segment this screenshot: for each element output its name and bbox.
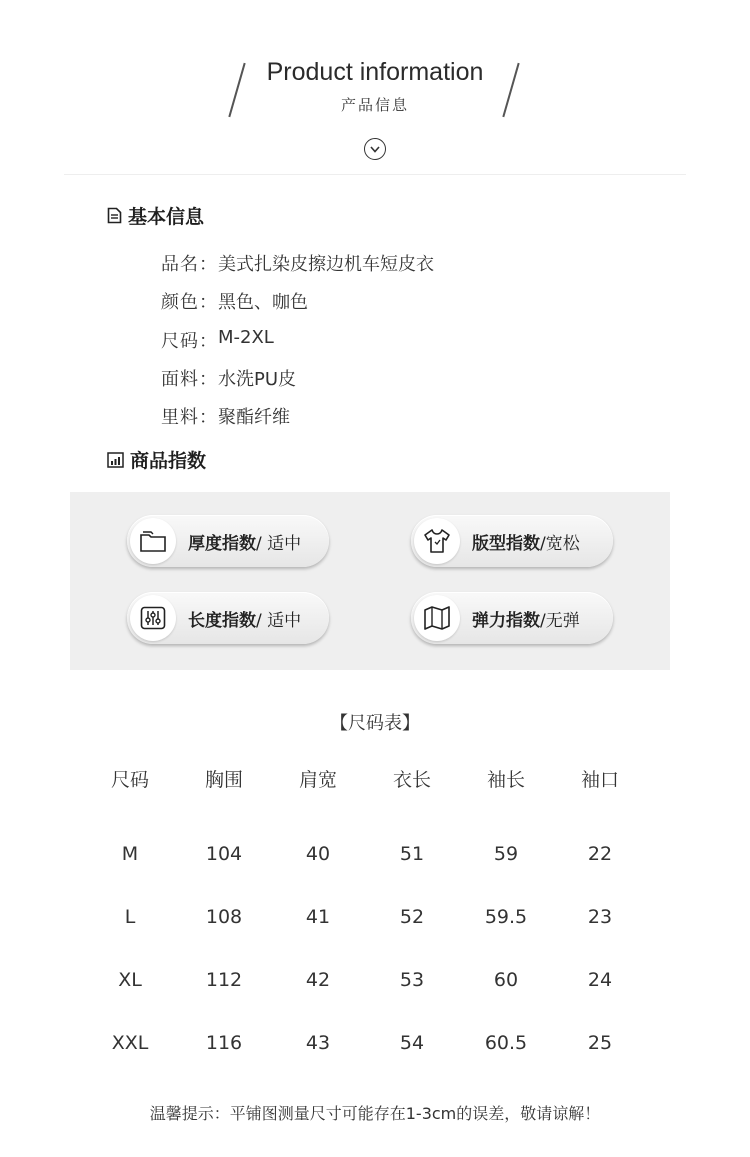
table-row	[83, 822, 647, 885]
info-value: 黑色、咖色	[218, 292, 308, 313]
table-cell: L	[124, 905, 136, 928]
table-cell: 108	[205, 905, 243, 928]
table-cell: 51	[399, 842, 425, 865]
title-chinese: 产品信息	[340, 96, 409, 114]
info-key: 品名：	[161, 254, 218, 275]
table-cell: 59.5	[484, 905, 528, 928]
table-cell: 52	[399, 905, 425, 928]
index-pill-thickness	[127, 515, 329, 567]
info-key: 里料：	[161, 407, 218, 428]
table-cell: 43	[305, 1031, 331, 1054]
map-fold-icon	[414, 595, 460, 641]
title-english: Product information	[266, 58, 484, 86]
column-header: 袖长	[486, 768, 525, 791]
shirt-icon	[414, 518, 460, 564]
document-icon	[107, 207, 122, 224]
table-cell: 59	[493, 842, 519, 865]
table-row	[83, 948, 647, 1011]
folder-icon	[130, 518, 176, 564]
table-cell: 116	[205, 1031, 243, 1054]
table-header-row	[83, 758, 647, 798]
bar-chart-icon	[107, 452, 124, 468]
table-cell: 42	[305, 968, 331, 991]
table-cell: 104	[205, 842, 243, 865]
index-heading	[107, 446, 206, 473]
index-text: 弹力指数/无弹	[472, 610, 580, 631]
index-panel	[70, 492, 670, 670]
index-text: 长度指数/ 适中	[188, 610, 302, 631]
table-cell: 23	[587, 905, 613, 928]
table-cell: XL	[118, 968, 142, 991]
index-pill-length	[127, 592, 329, 644]
index-pill-elasticity	[411, 592, 613, 644]
column-header: 袖口	[580, 768, 619, 791]
table-cell: 112	[205, 968, 243, 991]
info-row-color	[161, 288, 308, 314]
basic-info-heading	[107, 202, 204, 229]
column-header: 尺码	[110, 768, 149, 791]
info-key: 尺码：	[161, 331, 218, 352]
index-pill-fit	[411, 515, 613, 567]
index-text: 版型指数/宽松	[472, 533, 580, 554]
table-cell: 60	[493, 968, 519, 991]
info-value: 聚酯纤维	[218, 407, 290, 428]
header-divider	[64, 174, 686, 175]
column-header: 肩宽	[298, 768, 337, 791]
info-value: M-2XL	[218, 327, 274, 348]
column-header: 胸围	[204, 768, 243, 791]
column-header: 衣长	[392, 768, 431, 791]
size-table	[83, 758, 647, 1074]
info-key: 面料：	[161, 369, 218, 390]
table-cell: XXL	[111, 1031, 149, 1054]
info-key: 颜色：	[161, 292, 218, 313]
measurement-note: 温馨提示：平铺图测量尺寸可能存在1-3cm的误差，敬请谅解！	[149, 1104, 601, 1123]
info-row-lining	[161, 403, 290, 429]
table-spacer	[83, 798, 647, 822]
info-row-fabric	[161, 365, 296, 391]
table-cell: 40	[305, 842, 331, 865]
table-row	[83, 885, 647, 948]
info-row-name	[161, 250, 434, 276]
size-table-title: 【尺码表】	[330, 713, 420, 734]
index-title: 商品指数	[130, 450, 207, 472]
info-value: 水洗PU皮	[218, 369, 297, 390]
table-cell: 22	[587, 842, 613, 865]
table-cell: 54	[399, 1031, 425, 1054]
table-cell: 25	[587, 1031, 613, 1054]
table-cell: 41	[305, 905, 331, 928]
table-row	[83, 1011, 647, 1074]
chevron-down-icon	[364, 138, 386, 160]
info-row-size	[161, 327, 274, 353]
table-cell: 24	[587, 968, 613, 991]
sliders-icon	[130, 595, 176, 641]
index-text: 厚度指数/ 适中	[188, 533, 302, 554]
table-cell: M	[121, 842, 139, 865]
basic-info-title: 基本信息	[128, 206, 205, 228]
table-cell: 53	[399, 968, 425, 991]
table-cell: 60.5	[484, 1031, 528, 1054]
info-value: 美式扎染皮擦边机车短皮衣	[218, 254, 434, 275]
